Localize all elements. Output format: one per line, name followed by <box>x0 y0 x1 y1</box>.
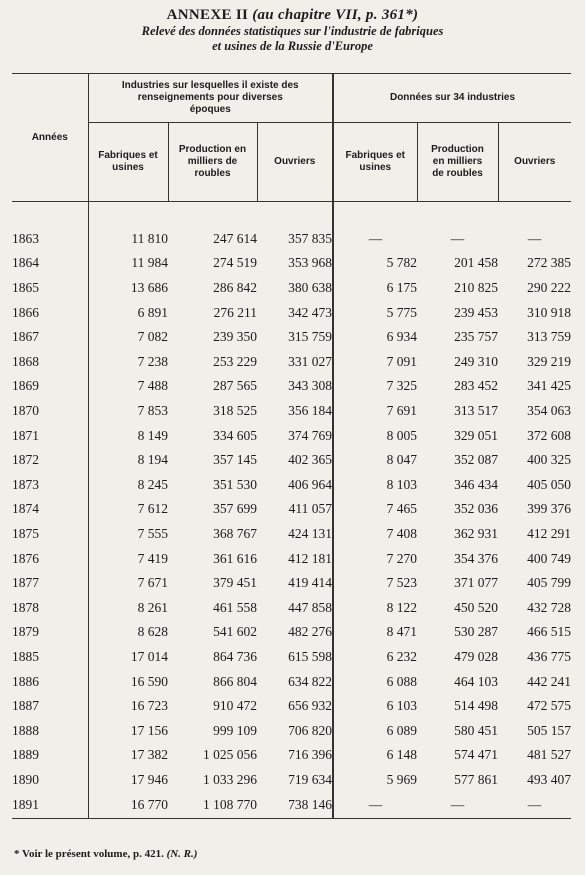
value-cell: 8 103 <box>333 473 417 498</box>
year-cell: 1868 <box>12 350 88 375</box>
year-cell: 1887 <box>12 694 88 719</box>
value-cell: 329 051 <box>454 427 498 443</box>
table-row <box>12 669 571 694</box>
table-row <box>12 620 571 645</box>
value-cell: 1 033 296 <box>203 771 257 787</box>
value-cell: 442 241 <box>527 673 571 689</box>
value-cell: — <box>450 230 465 246</box>
table-row <box>12 792 571 819</box>
year-cell: 1866 <box>12 300 88 325</box>
value-cell: 400 325 <box>527 452 571 468</box>
table-row <box>12 768 571 793</box>
value-cell: 368 767 <box>213 526 257 542</box>
value-cell: 249 310 <box>454 353 498 369</box>
value-cell: 272 385 <box>527 255 571 271</box>
value-cell: 411 057 <box>288 501 332 517</box>
value-cell: 1 108 770 <box>168 792 257 819</box>
value-cell: 11 810 <box>131 230 168 246</box>
value-cell: 7 082 <box>137 329 168 345</box>
value-cell: 574 471 <box>454 747 498 763</box>
year-cell: 1891 <box>12 792 88 819</box>
table-row <box>12 743 571 768</box>
value-cell: 7 671 <box>137 575 168 591</box>
value-cell: 7 325 <box>333 374 417 399</box>
value-cell: 5 782 <box>333 251 417 276</box>
table-row <box>12 522 571 547</box>
value-cell: 706 820 <box>288 722 332 738</box>
year-cell: 1870 <box>12 399 88 424</box>
value-cell: 361 616 <box>213 550 257 566</box>
subtitle-line-2: et usines de la Russie d'Europe <box>212 39 373 53</box>
value-cell: 5 775 <box>333 300 417 325</box>
value-cell: 352 036 <box>454 501 498 517</box>
value-cell: 8 471 <box>333 620 417 645</box>
value-cell: 405 050 <box>527 476 571 492</box>
value-cell: 999 109 <box>213 722 257 738</box>
table-row <box>12 251 571 276</box>
year-cell: 1879 <box>12 620 88 645</box>
value-cell: 399 376 <box>527 501 571 517</box>
table-row <box>12 571 571 596</box>
value-cell: 253 229 <box>213 353 257 369</box>
value-cell: 331 027 <box>288 353 332 369</box>
table-row <box>12 227 571 252</box>
statistics-table <box>12 73 571 819</box>
value-cell: 16 590 <box>130 673 168 689</box>
value-cell: 7 523 <box>333 571 417 596</box>
value-cell: 514 498 <box>454 698 498 714</box>
value-cell: 247 614 <box>213 230 257 246</box>
value-cell: 17 382 <box>130 747 168 763</box>
value-cell: — <box>527 230 542 246</box>
value-cell: 656 932 <box>288 698 332 714</box>
value-cell: 239 453 <box>454 304 498 320</box>
value-cell: 283 452 <box>454 378 498 394</box>
value-cell: 450 520 <box>454 599 498 615</box>
value-cell: 412 181 <box>288 550 332 566</box>
value-cell: 357 835 <box>288 230 332 246</box>
footnote-text: * Voir le présent volume, p. 421. <box>14 848 164 860</box>
year-cell: 1890 <box>12 768 88 793</box>
workers-header: Ouvriers <box>257 123 333 202</box>
value-cell: 5 969 <box>333 768 417 793</box>
value-cell: 412 291 <box>527 526 571 542</box>
value-cell: 16 723 <box>130 698 168 714</box>
value-cell: 482 276 <box>288 624 332 640</box>
group1-header: Industries sur lesquelles il existe des renseignements pour diverses époques <box>88 74 333 123</box>
year-cell: 1875 <box>12 522 88 547</box>
table-row <box>12 374 571 399</box>
value-cell: 577 861 <box>454 771 498 787</box>
value-cell: 351 530 <box>213 476 257 492</box>
value-cell: 239 350 <box>213 329 257 345</box>
value-cell: 493 407 <box>527 771 571 787</box>
value-cell: 362 931 <box>454 526 498 542</box>
value-cell: 357 145 <box>213 452 257 468</box>
value-cell: 6 175 <box>333 276 417 301</box>
value-cell: 343 308 <box>288 378 332 394</box>
year-cell: 1864 <box>12 251 88 276</box>
value-cell: 16 770 <box>88 792 168 819</box>
value-cell: 372 608 <box>527 427 571 443</box>
value-cell: 7 408 <box>333 522 417 547</box>
value-cell: 405 799 <box>527 575 571 591</box>
production-header-34: Production en milliers de roubles <box>417 123 498 202</box>
footnote <box>14 848 197 860</box>
title-block <box>0 6 585 54</box>
value-cell: 310 918 <box>527 304 571 320</box>
year-cell: 1874 <box>12 497 88 522</box>
workers-header-34: Ouvriers <box>498 123 571 202</box>
table-row <box>12 596 571 621</box>
value-cell: 719 634 <box>288 771 332 787</box>
value-cell: 716 396 <box>288 747 332 763</box>
value-cell: 541 602 <box>213 624 257 640</box>
value-cell: 634 822 <box>288 673 332 689</box>
value-cell: — <box>333 227 417 252</box>
value-cell: 210 825 <box>454 280 498 296</box>
year-cell: 1872 <box>12 448 88 473</box>
value-cell: 447 858 <box>288 599 332 615</box>
value-cell: 274 519 <box>213 255 257 271</box>
value-cell: 357 699 <box>213 501 257 517</box>
value-cell: 615 598 <box>288 648 332 664</box>
value-cell: 400 749 <box>527 550 571 566</box>
value-cell: 8 149 <box>137 427 168 443</box>
value-cell: 356 184 <box>288 403 332 419</box>
table-row <box>12 497 571 522</box>
value-cell: 7 555 <box>137 526 168 542</box>
value-cell: 530 287 <box>454 624 498 640</box>
page-title <box>0 6 585 24</box>
value-cell: 8 005 <box>333 423 417 448</box>
value-cell: 6 148 <box>333 743 417 768</box>
annex-title: ANNEXE II <box>166 7 249 23</box>
years-header: Années <box>12 74 88 202</box>
value-cell: 6 891 <box>137 304 168 320</box>
value-cell: 8 261 <box>137 599 168 615</box>
value-cell: 379 451 <box>213 575 257 591</box>
value-cell: 374 769 <box>288 427 332 443</box>
table-row <box>12 423 571 448</box>
value-cell: 6 934 <box>333 325 417 350</box>
year-cell: 1878 <box>12 596 88 621</box>
value-cell: 910 472 <box>213 698 257 714</box>
value-cell: 6 089 <box>333 718 417 743</box>
value-cell: 6 103 <box>333 694 417 719</box>
value-cell: 464 103 <box>454 673 498 689</box>
value-cell: 466 515 <box>527 624 571 640</box>
value-cell: 354 376 <box>454 550 498 566</box>
year-cell: 1885 <box>12 645 88 670</box>
value-cell: 7 612 <box>137 501 168 517</box>
value-cell: 7 465 <box>333 497 417 522</box>
factories-header-34: Fabriques et usines <box>333 123 417 202</box>
year-cell: 1888 <box>12 718 88 743</box>
value-cell: — <box>417 792 498 819</box>
value-cell: 276 211 <box>213 304 257 320</box>
table-row <box>12 718 571 743</box>
value-cell: 346 434 <box>454 476 498 492</box>
year-cell: 1871 <box>12 423 88 448</box>
value-cell: 7 853 <box>137 403 168 419</box>
value-cell: 13 686 <box>130 280 168 296</box>
value-cell: 479 028 <box>454 648 498 664</box>
table-row <box>12 448 571 473</box>
value-cell: 419 414 <box>288 575 332 591</box>
year-cell: 1877 <box>12 571 88 596</box>
value-cell: 505 157 <box>527 722 571 738</box>
value-cell: 329 219 <box>527 353 571 369</box>
value-cell: 11 984 <box>131 255 168 271</box>
production-header: Production en milliers de roubles <box>168 123 257 202</box>
footnote-nr: (N. R.) <box>166 848 198 860</box>
value-cell: 7 238 <box>137 353 168 369</box>
value-cell: — <box>333 792 417 819</box>
value-cell: 580 451 <box>454 722 498 738</box>
year-cell: 1865 <box>12 276 88 301</box>
value-cell: 402 365 <box>288 452 332 468</box>
table-row <box>12 300 571 325</box>
value-cell: 472 575 <box>527 698 571 714</box>
value-cell: 7 091 <box>333 350 417 375</box>
chapter-reference: (au chapitre VII, p. 361*) <box>252 7 419 23</box>
value-cell: 318 525 <box>213 403 257 419</box>
value-cell: 353 968 <box>288 255 332 271</box>
year-cell: 1889 <box>12 743 88 768</box>
value-cell: — <box>498 792 571 819</box>
value-cell: 424 131 <box>288 526 332 542</box>
table-row <box>12 350 571 375</box>
value-cell: 6 232 <box>333 645 417 670</box>
value-cell: 8 122 <box>333 596 417 621</box>
value-cell: 290 222 <box>527 280 571 296</box>
value-cell: 7 488 <box>137 378 168 394</box>
value-cell: 8 047 <box>333 448 417 473</box>
value-cell: 17 946 <box>130 771 168 787</box>
value-cell: 352 087 <box>454 452 498 468</box>
value-cell: 481 527 <box>527 747 571 763</box>
value-cell: 864 736 <box>213 648 257 664</box>
value-cell: 286 842 <box>213 280 257 296</box>
value-cell: 341 425 <box>527 378 571 394</box>
value-cell: 380 638 <box>288 280 332 296</box>
table-row <box>12 694 571 719</box>
table-row <box>12 546 571 571</box>
value-cell: 201 458 <box>454 255 498 271</box>
year-cell: 1869 <box>12 374 88 399</box>
value-cell: 866 804 <box>213 673 257 689</box>
year-cell: 1886 <box>12 669 88 694</box>
value-cell: 436 775 <box>527 648 571 664</box>
value-cell: 313 517 <box>454 403 498 419</box>
value-cell: 342 473 <box>288 304 332 320</box>
factories-header: Fabriques et usines <box>88 123 168 202</box>
value-cell: 287 565 <box>213 378 257 394</box>
value-cell: 7 270 <box>333 546 417 571</box>
value-cell: 8 245 <box>137 476 168 492</box>
subtitle-line-1: Relevé des données statistiques sur l'industrie de fabriques <box>141 24 444 38</box>
value-cell: 17 156 <box>130 722 168 738</box>
value-cell: 8 628 <box>137 624 168 640</box>
year-cell: 1873 <box>12 473 88 498</box>
value-cell: 17 014 <box>130 648 168 664</box>
value-cell: 6 088 <box>333 669 417 694</box>
value-cell: 8 194 <box>137 452 168 468</box>
value-cell: 432 728 <box>527 599 571 615</box>
table-row <box>12 473 571 498</box>
value-cell: 461 558 <box>213 599 257 615</box>
value-cell: 738 146 <box>257 792 333 819</box>
value-cell: 371 077 <box>454 575 498 591</box>
value-cell: 7 419 <box>137 550 168 566</box>
value-cell: 7 691 <box>333 399 417 424</box>
value-cell: 315 759 <box>288 329 332 345</box>
table-row <box>12 325 571 350</box>
value-cell: 354 063 <box>527 403 571 419</box>
value-cell: 406 964 <box>288 476 332 492</box>
year-cell: 1863 <box>12 227 88 252</box>
value-cell: 334 605 <box>213 427 257 443</box>
year-cell: 1876 <box>12 546 88 571</box>
group2-header: Données sur 34 industries <box>333 74 571 123</box>
value-cell: 235 757 <box>454 329 498 345</box>
table-row <box>12 276 571 301</box>
table-body <box>12 202 571 819</box>
table-row <box>12 399 571 424</box>
table-row <box>12 645 571 670</box>
value-cell: 313 759 <box>527 329 571 345</box>
year-cell: 1867 <box>12 325 88 350</box>
value-cell: 1 025 056 <box>203 747 257 763</box>
